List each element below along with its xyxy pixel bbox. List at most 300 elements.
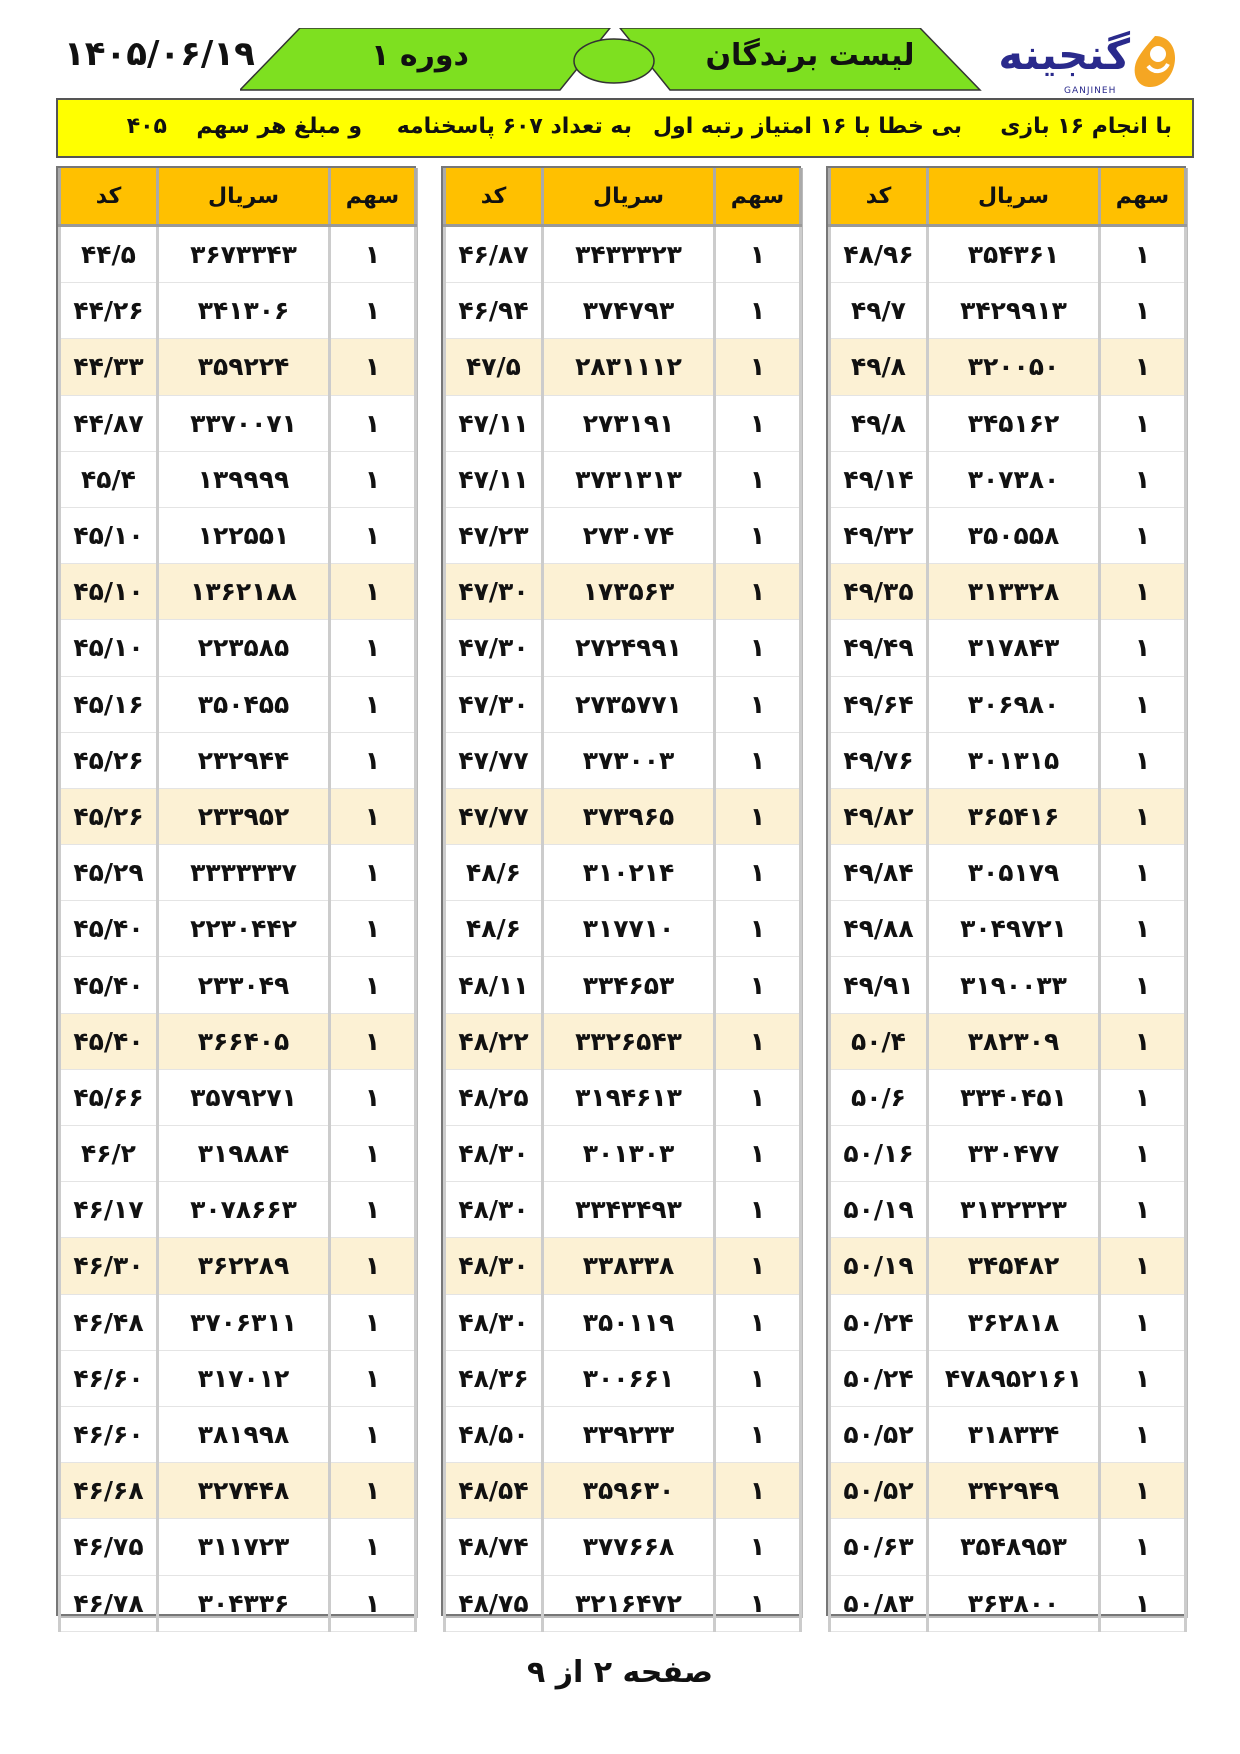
winners-table-1 — [826, 166, 1186, 1616]
table-row — [445, 1350, 801, 1406]
table-row — [60, 564, 416, 620]
share-cell: ۱ — [1100, 339, 1186, 395]
share-cell: ۱ — [1100, 451, 1186, 507]
table-row — [60, 1069, 416, 1125]
share-cell: ۱ — [330, 226, 416, 283]
serial-cell: ۳۱۱۷۲۳ — [158, 1519, 330, 1575]
serial-cell: ۳۳۲۶۵۴۳ — [543, 1013, 715, 1069]
share-cell: ۱ — [1100, 395, 1186, 451]
share-cell: ۱ — [715, 226, 801, 283]
serial-cell: ۳۰۴۹۷۲۱ — [928, 901, 1100, 957]
share-cell: ۱ — [1100, 1406, 1186, 1462]
serial-cell: ۲۷۳۰۷۴ — [543, 507, 715, 563]
share-cell: ۱ — [330, 451, 416, 507]
table-row — [830, 901, 1186, 957]
table-row — [60, 1126, 416, 1182]
table-row — [830, 957, 1186, 1013]
table-row — [830, 395, 1186, 451]
table-row — [830, 788, 1186, 844]
code-cell: ۴۹/۷ — [830, 283, 928, 339]
table-row — [60, 901, 416, 957]
code-cell: ۴۹/۳۵ — [830, 564, 928, 620]
share-cell: ۱ — [715, 283, 801, 339]
table-row — [60, 339, 416, 395]
table-row — [445, 1406, 801, 1462]
code-cell: ۴۶/۸۷ — [445, 226, 543, 283]
code-cell: ۴۹/۸ — [830, 395, 928, 451]
table-row — [830, 1350, 1186, 1406]
table-row — [445, 564, 801, 620]
code-cell: ۵۰/۶۳ — [830, 1519, 928, 1575]
code-cell: ۴۵/۱۶ — [60, 676, 158, 732]
serial-cell: ۳۵۹۶۳۰ — [543, 1463, 715, 1519]
share-cell: ۱ — [330, 564, 416, 620]
code-cell: ۴۹/۳۲ — [830, 507, 928, 563]
title-banner — [240, 28, 988, 92]
share-cell: ۱ — [330, 1182, 416, 1238]
serial-cell: ۳۱۹۰۰۳۳ — [928, 957, 1100, 1013]
serial-cell: ۳۱۷۰۱۲ — [158, 1350, 330, 1406]
table-row — [445, 620, 801, 676]
code-cell: ۴۹/۸۴ — [830, 845, 928, 901]
table-row — [60, 957, 416, 1013]
table-row — [830, 226, 1186, 283]
code-cell: ۴۹/۶۴ — [830, 676, 928, 732]
code-cell: ۴۵/۲۹ — [60, 845, 158, 901]
table-row — [60, 1575, 416, 1631]
code-cell: ۴۵/۶۶ — [60, 1069, 158, 1125]
table-row — [830, 1013, 1186, 1069]
serial-cell: ۳۶۲۲۸۹ — [158, 1238, 330, 1294]
serial-cell: ۳۵۴۸۹۵۳ — [928, 1519, 1100, 1575]
code-cell: ۴۶/۲ — [60, 1126, 158, 1182]
table-row — [445, 507, 801, 563]
serial-cell: ۳۳۳۳۳۳۷ — [158, 845, 330, 901]
code-cell: ۴۵/۲۶ — [60, 732, 158, 788]
table-row — [60, 620, 416, 676]
serial-cell: ۱۳۹۹۹۹ — [158, 451, 330, 507]
share-cell: ۱ — [330, 1069, 416, 1125]
code-cell: ۴۸/۲۲ — [445, 1013, 543, 1069]
share-cell: ۱ — [715, 1238, 801, 1294]
code-cell: ۴۷/۳۰ — [445, 564, 543, 620]
table-row — [445, 676, 801, 732]
serial-cell: ۳۳۸۳۳۸ — [543, 1238, 715, 1294]
code-cell: ۴۶/۶۰ — [60, 1350, 158, 1406]
share-cell: ۱ — [715, 451, 801, 507]
share-cell: ۱ — [330, 957, 416, 1013]
table-row — [445, 395, 801, 451]
logo-subtitle: GANJINEH — [1064, 86, 1117, 96]
share-cell: ۱ — [1100, 676, 1186, 732]
share-cell: ۱ — [715, 507, 801, 563]
code-cell: ۴۵/۴۰ — [60, 957, 158, 1013]
table-row — [60, 1294, 416, 1350]
code-cell: ۴۸/۳۰ — [445, 1294, 543, 1350]
table — [443, 168, 802, 1632]
table-row — [60, 788, 416, 844]
serial-cell: ۳۶۷۳۳۴۳ — [158, 226, 330, 283]
code-cell: ۴۸/۳۰ — [445, 1182, 543, 1238]
table-row — [60, 1350, 416, 1406]
share-cell: ۱ — [715, 676, 801, 732]
code-cell: ۵۰/۴ — [830, 1013, 928, 1069]
share-cell: ۱ — [715, 395, 801, 451]
table-row — [445, 957, 801, 1013]
share-cell: ۱ — [715, 1519, 801, 1575]
code-cell: ۴۸/۱۱ — [445, 957, 543, 1013]
code-cell: ۴۸/۷۴ — [445, 1519, 543, 1575]
table-row — [60, 676, 416, 732]
col-serial: سریال — [158, 168, 330, 226]
code-cell: ۴۸/۶ — [445, 901, 543, 957]
table-row — [445, 1182, 801, 1238]
serial-cell: ۳۰۴۳۳۶ — [158, 1575, 330, 1631]
share-cell: ۱ — [715, 1406, 801, 1462]
share-cell: ۱ — [1100, 564, 1186, 620]
code-cell: ۴۷/۱۱ — [445, 395, 543, 451]
serial-cell: ۳۷۳۱۳۱۳ — [543, 451, 715, 507]
table-row — [830, 620, 1186, 676]
table-header-row — [445, 168, 801, 226]
code-cell: ۴۶/۳۰ — [60, 1238, 158, 1294]
code-cell: ۴۵/۴ — [60, 451, 158, 507]
code-cell: ۴۷/۷۷ — [445, 788, 543, 844]
share-cell: ۱ — [330, 620, 416, 676]
serial-cell: ۳۰۷۳۸۰ — [928, 451, 1100, 507]
banner-period: دوره ۱ — [371, 38, 469, 73]
serial-cell: ۳۱۷۷۱۰ — [543, 901, 715, 957]
logo — [990, 28, 1190, 98]
share-cell: ۱ — [1100, 1126, 1186, 1182]
serial-cell: ۳۴۵۴۸۲ — [928, 1238, 1100, 1294]
table-row — [60, 845, 416, 901]
table-row — [445, 1294, 801, 1350]
serial-cell: ۳۵۷۹۲۷۱ — [158, 1069, 330, 1125]
share-cell: ۱ — [330, 339, 416, 395]
col-serial: سریال — [928, 168, 1100, 226]
table-row — [830, 507, 1186, 563]
code-cell: ۴۹/۸۲ — [830, 788, 928, 844]
code-cell: ۴۵/۱۰ — [60, 620, 158, 676]
serial-cell: ۲۸۳۱۱۱۲ — [543, 339, 715, 395]
serial-cell: ۳۵۰۱۱۹ — [543, 1294, 715, 1350]
code-cell: ۴۶/۴۸ — [60, 1294, 158, 1350]
code-cell: ۵۰/۶ — [830, 1069, 928, 1125]
serial-cell: ۳۰۵۱۷۹ — [928, 845, 1100, 901]
share-cell: ۱ — [330, 1126, 416, 1182]
share-cell: ۱ — [330, 1519, 416, 1575]
table-row — [445, 451, 801, 507]
banner-title: لیست برندگان — [705, 38, 915, 73]
serial-cell: ۲۳۲۹۴۴ — [158, 732, 330, 788]
code-cell: ۵۰/۵۲ — [830, 1463, 928, 1519]
serial-cell: ۴۷۸۹۵۲۱۶۱ — [928, 1350, 1100, 1406]
serial-cell: ۳۲۰۰۵۰ — [928, 339, 1100, 395]
code-cell: ۴۴/۲۶ — [60, 283, 158, 339]
share-cell: ۱ — [330, 507, 416, 563]
share-cell: ۱ — [330, 1294, 416, 1350]
table-row — [830, 676, 1186, 732]
share-cell: ۱ — [715, 1182, 801, 1238]
code-cell: ۴۹/۴۹ — [830, 620, 928, 676]
table-row — [445, 1238, 801, 1294]
serial-cell: ۲۷۳۱۹۱ — [543, 395, 715, 451]
code-cell: ۵۰/۱۹ — [830, 1182, 928, 1238]
share-cell: ۱ — [715, 1294, 801, 1350]
col-share: سهم — [715, 168, 801, 226]
code-cell: ۴۸/۵۰ — [445, 1406, 543, 1462]
code-cell: ۴۷/۵ — [445, 339, 543, 395]
share-cell: ۱ — [1100, 1069, 1186, 1125]
share-cell: ۱ — [1100, 226, 1186, 283]
info-count: به تعداد ۶۰۷ پاسخنامه — [396, 114, 632, 139]
table-row — [445, 283, 801, 339]
share-cell: ۱ — [715, 901, 801, 957]
share-cell: ۱ — [330, 1406, 416, 1462]
table — [58, 168, 417, 1632]
table-row — [445, 901, 801, 957]
code-cell: ۴۷/۷۷ — [445, 732, 543, 788]
code-cell: ۴۵/۱۰ — [60, 507, 158, 563]
col-share: سهم — [330, 168, 416, 226]
serial-cell: ۲۷۳۵۷۷۱ — [543, 676, 715, 732]
share-cell: ۱ — [330, 1350, 416, 1406]
share-cell: ۱ — [715, 1013, 801, 1069]
serial-cell: ۳۲۱۶۴۷۲ — [543, 1575, 715, 1631]
code-cell: ۴۹/۷۶ — [830, 732, 928, 788]
share-cell: ۱ — [1100, 507, 1186, 563]
logo-text: گنجینه — [998, 30, 1130, 79]
serial-cell: ۳۰۱۳۰۳ — [543, 1126, 715, 1182]
code-cell: ۵۰/۲۴ — [830, 1350, 928, 1406]
share-cell: ۱ — [1100, 620, 1186, 676]
serial-cell: ۳۷۳۹۶۵ — [543, 788, 715, 844]
share-cell: ۱ — [715, 957, 801, 1013]
serial-cell: ۲۲۳۰۴۴۲ — [158, 901, 330, 957]
share-cell: ۱ — [330, 1238, 416, 1294]
code-cell: ۴۸/۵۴ — [445, 1463, 543, 1519]
share-cell: ۱ — [715, 620, 801, 676]
share-cell: ۱ — [715, 845, 801, 901]
code-cell: ۴۸/۲۵ — [445, 1069, 543, 1125]
share-cell: ۱ — [1100, 1575, 1186, 1631]
share-cell: ۱ — [330, 1463, 416, 1519]
serial-cell: ۳۰۱۳۱۵ — [928, 732, 1100, 788]
serial-cell: ۳۰۷۸۶۶۳ — [158, 1182, 330, 1238]
date: ۱۴۰۵/۰۶/۱۹ — [64, 34, 255, 74]
code-cell: ۴۸/۶ — [445, 845, 543, 901]
winners-table-2 — [441, 166, 801, 1616]
info-share-amount: ۴۰۵ — [126, 114, 167, 139]
serial-cell: ۳۴۵۱۶۲ — [928, 395, 1100, 451]
col-code: کد — [445, 168, 543, 226]
share-cell: ۱ — [330, 1575, 416, 1631]
code-cell: ۴۶/۷۵ — [60, 1519, 158, 1575]
table-row — [830, 1294, 1186, 1350]
code-cell: ۴۵/۴۰ — [60, 1013, 158, 1069]
serial-cell: ۳۱۸۳۳۴ — [928, 1406, 1100, 1462]
serial-cell: ۳۵۰۴۵۵ — [158, 676, 330, 732]
serial-cell: ۳۰۶۹۸۰ — [928, 676, 1100, 732]
serial-cell: ۳۸۲۳۰۹ — [928, 1013, 1100, 1069]
table-row — [60, 1463, 416, 1519]
code-cell: ۴۷/۳۰ — [445, 676, 543, 732]
serial-cell: ۱۳۶۲۱۸۸ — [158, 564, 330, 620]
share-cell: ۱ — [330, 732, 416, 788]
table-row — [445, 1069, 801, 1125]
serial-cell: ۳۲۷۴۴۸ — [158, 1463, 330, 1519]
serial-cell: ۳۱۷۸۴۳ — [928, 620, 1100, 676]
code-cell: ۴۸/۹۶ — [830, 226, 928, 283]
serial-cell: ۳۶۵۴۱۶ — [928, 788, 1100, 844]
code-cell: ۴۴/۸۷ — [60, 395, 158, 451]
serial-cell: ۳۵۴۳۶۱ — [928, 226, 1100, 283]
share-cell: ۱ — [1100, 283, 1186, 339]
serial-cell: ۳۴۲۹۴۹ — [928, 1463, 1100, 1519]
code-cell: ۵۰/۵۲ — [830, 1406, 928, 1462]
table-row — [830, 1126, 1186, 1182]
table — [828, 168, 1187, 1632]
code-cell: ۵۰/۸۳ — [830, 1575, 928, 1631]
serial-cell: ۳۳۴۶۵۳ — [543, 957, 715, 1013]
info-share-label: و مبلغ هر سهم — [196, 114, 362, 139]
share-cell: ۱ — [1100, 1182, 1186, 1238]
logo-mark-icon — [1130, 32, 1180, 92]
serial-cell: ۳۴۲۹۹۱۳ — [928, 283, 1100, 339]
code-cell: ۴۴/۳۳ — [60, 339, 158, 395]
table-row — [60, 1406, 416, 1462]
page-number: صفحه ۲ از ۹ — [527, 1655, 713, 1690]
code-cell: ۴۵/۱۰ — [60, 564, 158, 620]
share-cell: ۱ — [330, 845, 416, 901]
code-cell: ۴۶/۹۴ — [445, 283, 543, 339]
code-cell: ۵۰/۱۹ — [830, 1238, 928, 1294]
table-row — [830, 564, 1186, 620]
serial-cell: ۳۵۰۵۵۸ — [928, 507, 1100, 563]
table-row — [60, 395, 416, 451]
serial-cell: ۳۳۰۴۷۷ — [928, 1126, 1100, 1182]
code-cell: ۴۸/۳۰ — [445, 1126, 543, 1182]
serial-cell: ۳۱۰۲۱۴ — [543, 845, 715, 901]
table-row — [830, 339, 1186, 395]
code-cell: ۴۶/۱۷ — [60, 1182, 158, 1238]
col-serial: سریال — [543, 168, 715, 226]
table-row — [830, 1406, 1186, 1462]
table-row — [445, 1013, 801, 1069]
share-cell: ۱ — [715, 1575, 801, 1631]
share-cell: ۱ — [330, 901, 416, 957]
share-cell: ۱ — [330, 283, 416, 339]
table-row — [60, 1013, 416, 1069]
table-row — [830, 1575, 1186, 1631]
page-header — [0, 0, 1240, 100]
share-cell: ۱ — [330, 1013, 416, 1069]
share-cell: ۱ — [330, 395, 416, 451]
share-cell: ۱ — [715, 339, 801, 395]
share-cell: ۱ — [1100, 1463, 1186, 1519]
share-cell: ۱ — [715, 732, 801, 788]
code-cell: ۴۵/۴۰ — [60, 901, 158, 957]
table-row — [60, 1519, 416, 1575]
serial-cell: ۳۱۹۸۸۴ — [158, 1126, 330, 1182]
col-code: کد — [830, 168, 928, 226]
serial-cell: ۱۲۲۵۵۱ — [158, 507, 330, 563]
serial-cell: ۲۳۳۰۴۹ — [158, 957, 330, 1013]
code-cell: ۴۹/۱۴ — [830, 451, 928, 507]
serial-cell: ۳۳۹۲۳۳ — [543, 1406, 715, 1462]
info-rank: بی خطا با ۱۶ امتیاز رتبه اول — [652, 114, 962, 139]
table-row — [830, 1463, 1186, 1519]
code-cell: ۴۵/۲۶ — [60, 788, 158, 844]
share-cell: ۱ — [1100, 845, 1186, 901]
code-cell: ۴۶/۷۸ — [60, 1575, 158, 1631]
col-code: کد — [60, 168, 158, 226]
serial-cell: ۳۰۰۶۶۱ — [543, 1350, 715, 1406]
code-cell: ۴۷/۲۳ — [445, 507, 543, 563]
table-row — [60, 451, 416, 507]
share-cell: ۱ — [715, 1069, 801, 1125]
code-cell: ۴۶/۶۸ — [60, 1463, 158, 1519]
table-row — [445, 732, 801, 788]
share-cell: ۱ — [1100, 1350, 1186, 1406]
serial-cell: ۳۵۹۲۲۴ — [158, 339, 330, 395]
table-row — [445, 1519, 801, 1575]
table-row — [445, 1575, 801, 1631]
code-cell: ۴۸/۷۵ — [445, 1575, 543, 1631]
code-cell: ۵۰/۱۶ — [830, 1126, 928, 1182]
table-row — [60, 283, 416, 339]
serial-cell: ۲۲۳۵۸۵ — [158, 620, 330, 676]
code-cell: ۴۹/۹۱ — [830, 957, 928, 1013]
serial-cell: ۳۱۳۲۳۲۳ — [928, 1182, 1100, 1238]
winners-table-3 — [56, 166, 416, 1616]
table-row — [445, 788, 801, 844]
code-cell: ۴۸/۳۶ — [445, 1350, 543, 1406]
share-cell: ۱ — [1100, 1013, 1186, 1069]
share-cell: ۱ — [330, 676, 416, 732]
code-cell: ۴۶/۶۰ — [60, 1406, 158, 1462]
code-cell: ۴۹/۸۸ — [830, 901, 928, 957]
share-cell: ۱ — [1100, 901, 1186, 957]
table-row — [60, 1182, 416, 1238]
share-cell: ۱ — [715, 1126, 801, 1182]
table-row — [60, 226, 416, 283]
share-cell: ۱ — [1100, 732, 1186, 788]
table-row — [60, 1238, 416, 1294]
table-row — [445, 339, 801, 395]
table-row — [830, 845, 1186, 901]
serial-cell: ۳۷۴۷۹۳ — [543, 283, 715, 339]
table-row — [830, 1519, 1186, 1575]
serial-cell: ۲۳۳۹۵۲ — [158, 788, 330, 844]
info-bar — [56, 98, 1194, 158]
table-row — [830, 283, 1186, 339]
code-cell: ۵۰/۲۴ — [830, 1294, 928, 1350]
code-cell: ۴۴/۵ — [60, 226, 158, 283]
share-cell: ۱ — [715, 564, 801, 620]
table-row — [445, 845, 801, 901]
serial-cell: ۳۴۳۳۳۲۳ — [543, 226, 715, 283]
table-row — [830, 1238, 1186, 1294]
info-games: با انجام ۱۶ بازی — [1000, 114, 1172, 139]
serial-cell: ۳۷۳۰۰۳ — [543, 732, 715, 788]
code-cell: ۴۹/۸ — [830, 339, 928, 395]
share-cell: ۱ — [715, 788, 801, 844]
share-cell: ۱ — [1100, 1238, 1186, 1294]
serial-cell: ۳۸۱۹۹۸ — [158, 1406, 330, 1462]
share-cell: ۱ — [1100, 957, 1186, 1013]
